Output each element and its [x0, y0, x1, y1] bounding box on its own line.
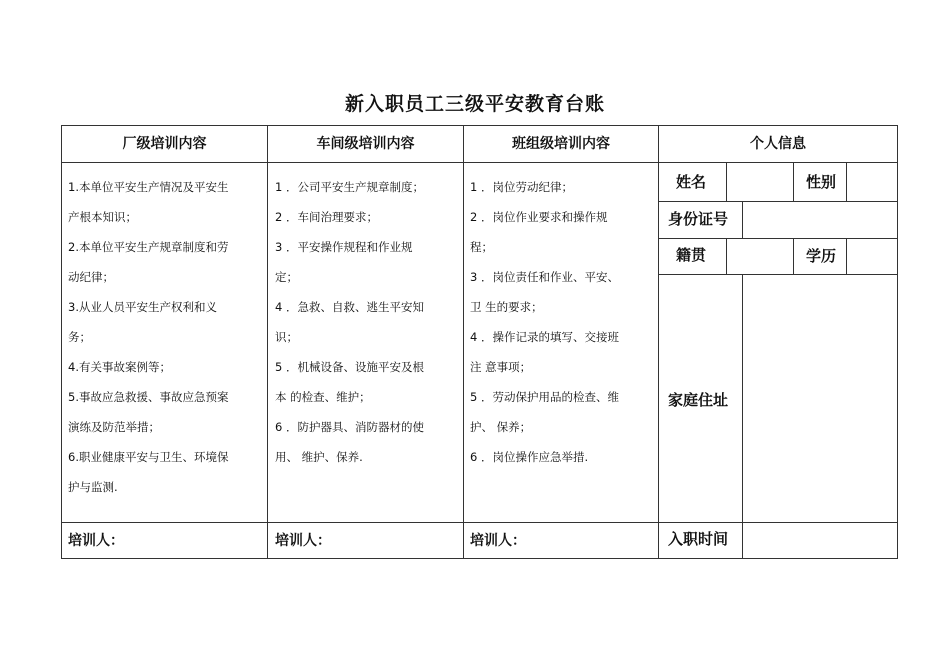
- factory-content-list: [68, 172, 264, 502]
- list-item: 6 ．岗位操作应急举措.: [470, 450, 589, 464]
- label-join-date: 入职时间: [668, 530, 729, 548]
- list-item: 注 意事项；: [470, 360, 532, 374]
- team-content-list: [470, 172, 650, 472]
- list-item: 4 ．操作记录的填写、交接班: [470, 330, 619, 344]
- list-item: 5.事故应急救援、事故应急预案: [68, 390, 229, 404]
- list-item: 卫 生的要求；: [470, 300, 543, 314]
- trainer-factory: 培训人：: [68, 533, 124, 549]
- header-workshop: 车间级培训内容: [316, 136, 415, 152]
- label-address: 家庭住址: [668, 391, 729, 409]
- list-item: 4 ．急救、自救、逃生平安知: [275, 300, 424, 314]
- trainer-workshop: 培训人：: [275, 533, 331, 549]
- list-item: 6 ．防护器具、消防器材的使: [275, 420, 424, 434]
- list-item: 4.有关事故案例等；: [68, 360, 171, 374]
- list-item: 定；: [275, 270, 298, 284]
- list-item: 1.本单位平安生产情况及平安生: [68, 180, 229, 194]
- list-item: 本 的检查、维护；: [275, 390, 371, 404]
- label-native-place: 籍贯: [676, 246, 707, 264]
- list-item: 3 ．岗位责任和作业、平安、: [470, 270, 619, 284]
- list-item: 演练及防范举措；: [68, 420, 160, 434]
- list-item: 程；: [470, 240, 493, 254]
- list-item: 产根本知识；: [68, 210, 137, 224]
- header-team: 班组级培训内容: [512, 136, 610, 152]
- header-factory: 厂级培训内容: [122, 136, 207, 152]
- list-item: 1 ．岗位劳动纪律；: [470, 180, 573, 194]
- list-item: 识；: [275, 330, 298, 344]
- list-item: 护、 保养；: [470, 420, 532, 434]
- list-item: 3.从业人员平安生产权利和义: [68, 300, 217, 314]
- label-id-number: 身份证号: [668, 210, 729, 228]
- list-item: 务；: [68, 330, 91, 344]
- list-item: 动纪律；: [68, 270, 114, 284]
- workshop-content-list: [275, 172, 457, 472]
- label-education: 学历: [806, 247, 837, 265]
- list-item: 6.职业健康平安与卫生、环境保: [68, 450, 229, 464]
- list-item: 2 ．车间治理要求；: [275, 210, 378, 224]
- list-item: 用、 维护、保养.: [275, 450, 363, 464]
- list-item: 5 ．劳动保护用品的检查、维: [470, 390, 619, 404]
- list-item: 2.本单位平安生产规章制度和劳: [68, 240, 229, 254]
- list-item: 护与监测.: [68, 480, 118, 494]
- label-gender: 性别: [806, 173, 837, 191]
- trainer-team: 培训人：: [470, 533, 526, 549]
- header-personal: 个人信息: [750, 136, 806, 152]
- page-title: 新入职员工三级平安教育台账: [344, 93, 605, 115]
- list-item: 2 ．岗位作业要求和操作规: [470, 210, 608, 224]
- label-name: 姓名: [676, 173, 707, 191]
- list-item: 3 ．平安操作规程和作业规: [275, 240, 413, 254]
- list-item: 5 ．机械设备、设施平安及根: [275, 360, 424, 374]
- list-item: 1 ．公司平安生产规章制度；: [275, 180, 424, 194]
